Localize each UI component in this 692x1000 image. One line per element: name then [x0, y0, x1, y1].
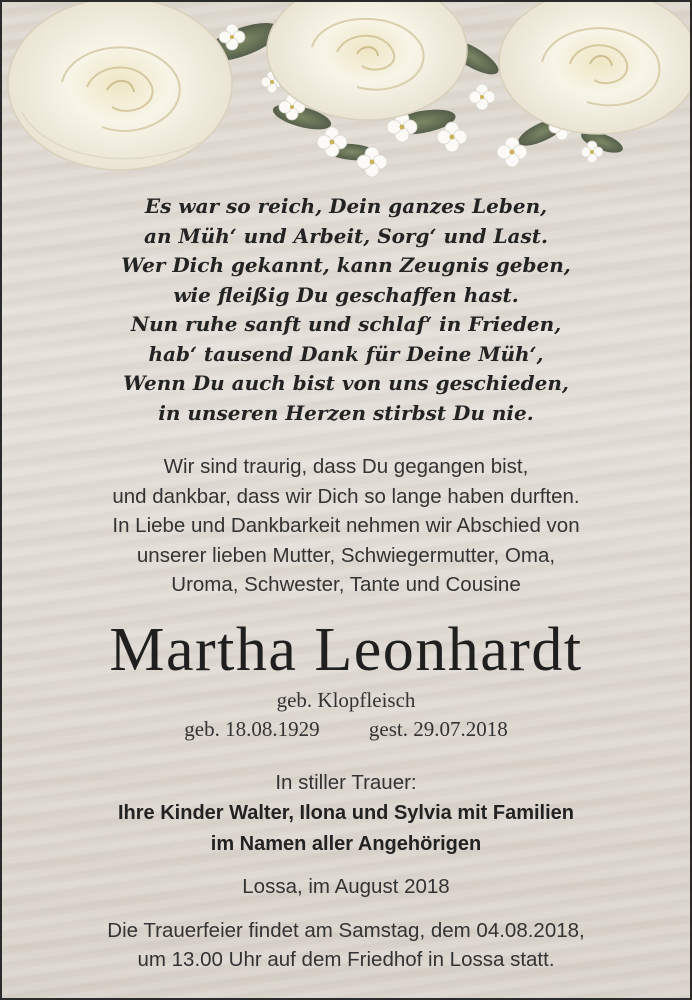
intro-line: unserer lieben Mutter, Schwiegermutter, Oma,	[136, 543, 556, 567]
poem-line: in unseren Herzen stirbst Du nie.	[158, 400, 534, 425]
poem-line: hab‘ tausend Dank für Deine Müh‘,	[148, 341, 544, 366]
intro-line: und dankbar, dass wir Dich so lange haben durften.	[112, 484, 580, 508]
farewell-intro	[2, 452, 690, 600]
deceased-name: Martha Leonhardt	[109, 616, 583, 684]
place-date: Lossa, im August 2018	[242, 875, 450, 898]
intro-line: Wir sind traurig, dass Du gegangen bist,	[163, 455, 529, 478]
poem-line: an Müh‘ und Arbeit, Sorg‘ und Last.	[144, 223, 548, 248]
poem-line: Wenn Du auch bist von uns geschieden,	[123, 371, 569, 395]
birth-date: geb. 18.08.1929	[184, 717, 320, 741]
poem-line: Es war so reich, Dein ganzes Leben,	[144, 194, 548, 218]
death-date: gest. 29.07.2018	[368, 717, 508, 741]
mourners-line: Ihre Kinder Walter, Ilona und Sylvia mit Familien	[117, 802, 575, 824]
mourning-heading: In stiller Trauer:	[275, 771, 417, 794]
poem-line: Nun ruhe sanft und schlaf‘ in Frieden,	[130, 312, 562, 336]
poem-line: wie fleißig Du geschaffen hast.	[173, 282, 519, 307]
life-dates	[2, 714, 690, 744]
intro-line: Uroma, Schwester, Tante und Cousine	[171, 573, 521, 597]
poem-line: Wer Dich gekannt, kann Zeugnis geben,	[121, 253, 571, 277]
mourners	[2, 798, 690, 860]
white-roses-decoration	[2, 2, 690, 192]
funeral-line: um 13.00 Uhr auf dem Friedhof in Lossa statt.	[137, 948, 555, 971]
mourners-line: im Namen aller Angehörigen	[210, 833, 482, 855]
funeral-line: Die Trauerfeier findet am Samstag, dem 04.08.2018,	[107, 919, 585, 942]
poem	[2, 192, 690, 428]
intro-line: In Liebe und Dankbarkeit nehmen wir Abschied von	[112, 514, 580, 538]
funeral-info	[2, 916, 690, 974]
birth-name: geb. Klopfleisch	[276, 688, 416, 712]
